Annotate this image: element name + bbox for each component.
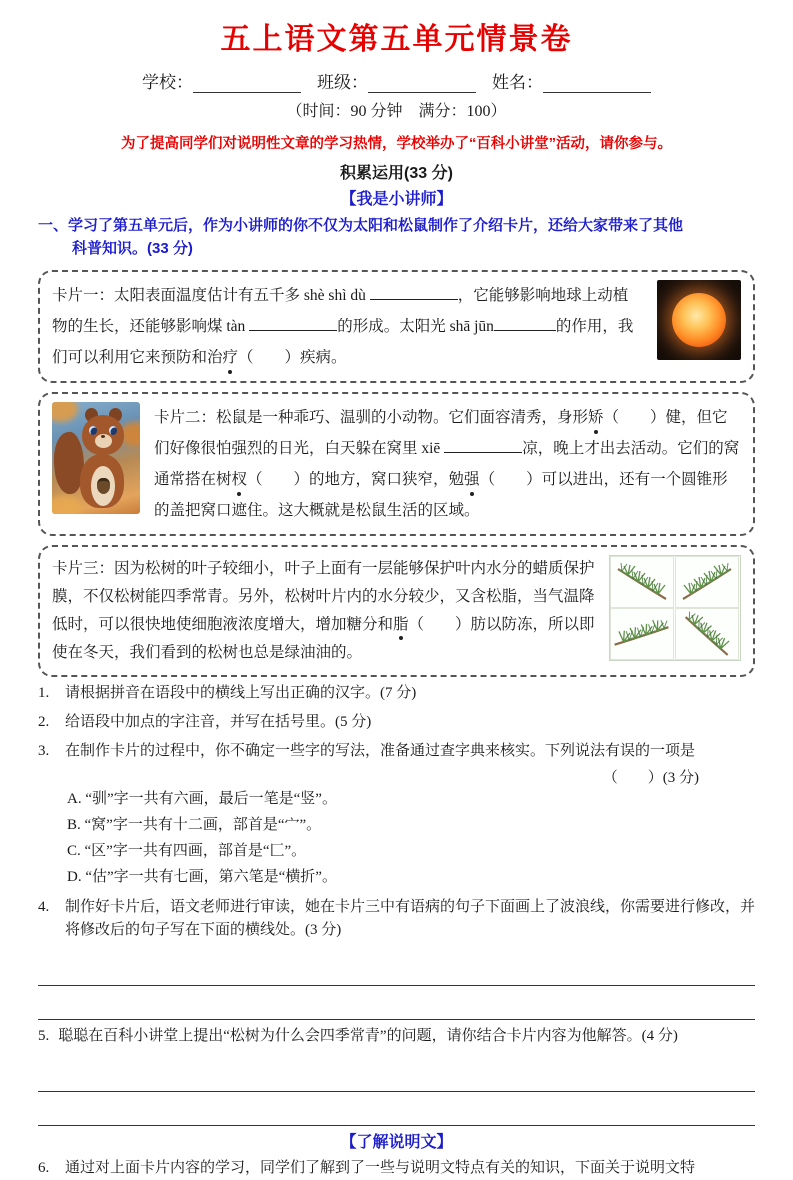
autumn-leaf-decor	[52, 496, 82, 514]
card-text: （ ）健，但它们好像很怕强烈的日光，白天躲在窝里 xiē	[154, 408, 728, 457]
sun-photo	[657, 280, 741, 360]
option-a: A. “驯”字一共有六画，最后一笔是“竖”。	[67, 791, 337, 808]
pine-branch-image	[610, 556, 674, 608]
question-5	[38, 1025, 755, 1049]
emphasis-dotted-char: 矫	[588, 402, 604, 433]
question-text: 通过对上面卡片内容的学习，同学们了解到了一些与说明文特点有关的知识，下面关于说明文特	[65, 1159, 696, 1176]
spacer	[38, 943, 755, 952]
option-b: B. “窝”字一共有十二画，部首是“宀”。	[67, 817, 322, 834]
fill-in-blank	[249, 314, 337, 331]
class-label: 班级：	[317, 73, 368, 92]
pine-branch-image	[610, 608, 674, 660]
card-text: 的形成。太阳光 shā jūn	[337, 317, 494, 335]
card-text: 卡片三：因为松树的叶子较细小，叶子上面有一层能够保护叶内水分的蜡质保护膜，不仅松树能四季常青。另外，松树叶片内的水分较少，又含松脂，当气温降低时，可以很快地使细胞液浓度增大，增加糖分和	[52, 559, 595, 633]
subsection-expository: 【了解说明文】	[340, 1133, 453, 1151]
option-c: C. “区”字一共有四画，部首是“匚”。	[67, 842, 307, 859]
pine-branch-image	[675, 608, 739, 660]
part-one-intro	[38, 214, 755, 261]
acorn	[97, 478, 110, 494]
question-number: 4.	[38, 898, 50, 915]
card-text: 的作用，我们可以利用它来预防和治	[52, 317, 634, 366]
card-two-text	[154, 402, 741, 526]
spacer	[38, 1049, 755, 1058]
name-field	[492, 68, 651, 93]
card-text: （ ）疾病。	[238, 348, 347, 366]
answer-line	[38, 986, 755, 1020]
squirrel-nose	[101, 435, 105, 438]
page-title: 五上语文第五单元情景卷	[220, 23, 573, 56]
card-text: （ ）可以进出，还有一个圆锥形的盖把窝口遮住。这大概就是松鼠生活的区域。	[154, 470, 728, 519]
fill-in-blank	[370, 283, 458, 300]
question-number: 2.	[38, 714, 50, 730]
question-6	[38, 1157, 755, 1180]
card-one-sun	[38, 270, 755, 383]
card-text: （ ）的地方，窝口狭窄，勉	[247, 470, 465, 488]
fill-in-blank	[494, 314, 556, 331]
intro-line-1: 一、学习了第五单元后，作为小讲师的你不仅为太阳和松鼠制作了介绍卡片，还给大家带来了其他	[38, 217, 684, 234]
time-score-line: （时间：90 分钟 满分：100）	[286, 103, 507, 120]
question-text: 制作好卡片后，语文老师进行审读，她在卡片三中有语病的句子下面画上了波浪线，你需要进行修改，并将修改后的句子写在下面的横线处。(3 分)	[65, 898, 756, 939]
name-label: 姓名：	[492, 73, 543, 92]
squirrel-photo	[52, 402, 140, 514]
sun-disc-icon	[672, 293, 726, 347]
option-d: D. “估”字一共有七画，第六笔是“横折”。	[67, 868, 337, 885]
scenario-notice: 为了提高同学们对说明性文章的学习热情，学校举办了“百科小讲堂”活动，请你参与。	[121, 136, 672, 152]
class-field	[317, 68, 476, 93]
question-2	[38, 711, 755, 735]
question-text: 在制作卡片的过程中，你不确定一些字的写法，准备通过查字典来核实。下列说法有误的一项是	[65, 742, 696, 759]
name-blank	[543, 73, 651, 93]
question-3	[38, 740, 755, 764]
card-three-pine	[38, 545, 755, 678]
emphasis-dotted-char: 杈	[232, 464, 248, 495]
card-text: （ ）肪以防冻，所以即使在冬天，我们看到的松树也总是绿油油的。	[52, 615, 595, 662]
student-info-line	[38, 68, 755, 93]
pine-branches-photo	[609, 555, 741, 661]
school-blank	[193, 73, 301, 93]
card-three-text	[52, 555, 595, 668]
question-text: 聪聪在百科小讲堂上提出“松树为什么会四季常青”的问题，请你结合卡片内容为他解答。(4 分)	[58, 1027, 678, 1044]
emphasis-dotted-char: 疗	[223, 342, 239, 373]
question-number: 3.	[38, 742, 50, 759]
pine-branch-image	[675, 556, 739, 608]
answer-line	[38, 1058, 755, 1092]
question-1	[38, 682, 755, 706]
squirrel-eye	[109, 426, 117, 435]
card-two-squirrel	[38, 392, 755, 536]
class-blank	[368, 73, 476, 93]
section-title: 积累运用(33 分)	[340, 165, 453, 182]
squirrel-eye	[89, 426, 97, 435]
answer-line	[38, 952, 755, 986]
question-number: 5.	[38, 1027, 50, 1044]
question-4	[38, 896, 755, 943]
subsection-speaker: 【我是小讲师】	[340, 191, 453, 208]
question-text: 请根据拼音在语段中的横线上写出正确的汉字。(7 分)	[65, 685, 417, 702]
question-text: 给语段中加点的字注音，并写在括号里。(5 分)	[65, 714, 372, 730]
school-label: 学校：	[142, 73, 193, 92]
question-number: 6.	[38, 1159, 50, 1176]
school-field	[142, 68, 301, 93]
card-text: ，它能够影响地球上动植物的生长，还能够影响煤 tàn	[52, 286, 629, 335]
fill-in-blank	[444, 436, 522, 453]
emphasis-dotted-char: 脂	[393, 611, 409, 639]
autumn-leaf-decor	[52, 402, 78, 422]
card-text: 凉，晚上才出去活动。它们的窝通常搭在树	[154, 439, 740, 488]
card-text: 卡片二：松鼠是一种乖巧、温驯的小动物。它们面容清秀，身形	[154, 408, 589, 426]
card-one-text	[52, 280, 643, 373]
card-text: 卡片一：太阳表面温度估计有五千多 shè shì dù	[52, 286, 370, 304]
question-3-answer-blank: （ ）(3 分)	[602, 770, 699, 787]
question-number: 1.	[38, 685, 50, 702]
emphasis-dotted-char: 强	[464, 464, 480, 495]
intro-line-2: 科普知识。(33 分)	[72, 240, 193, 258]
